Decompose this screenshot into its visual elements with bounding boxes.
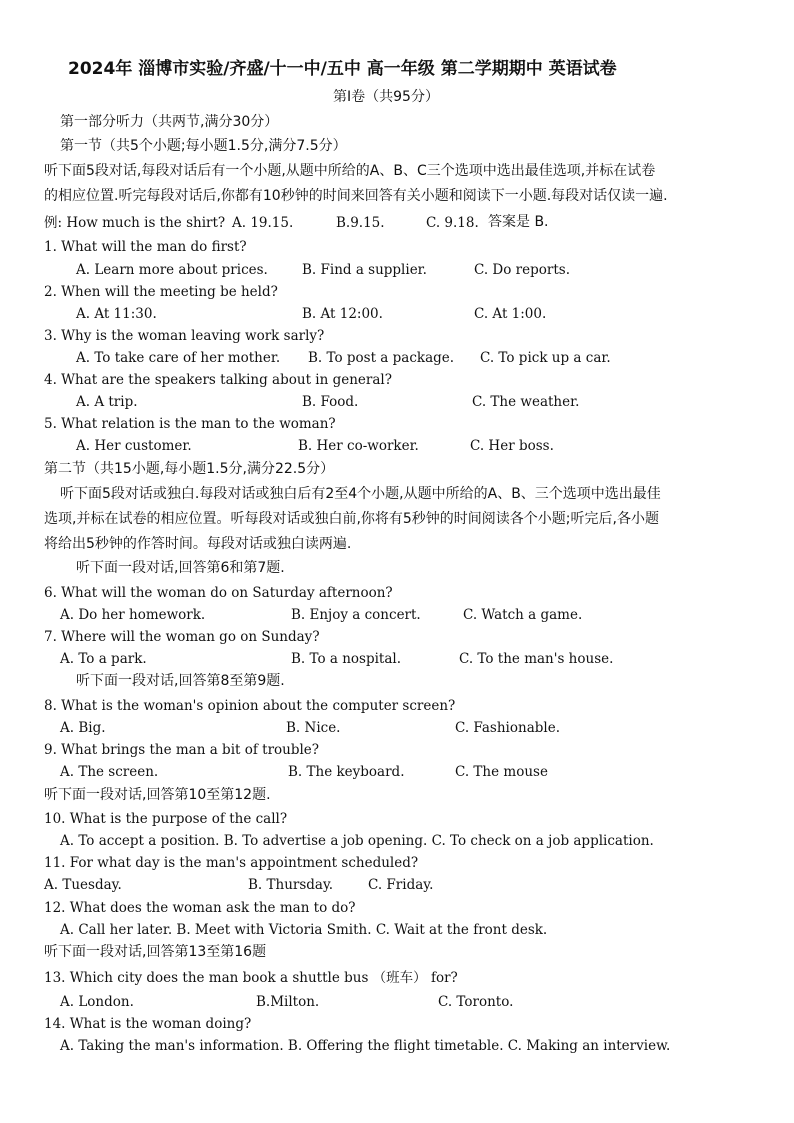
- question-13: 13. Which city does the man book a shuttle bus （班车） for?: [44, 970, 458, 986]
- group1-intro: 听下面一段对话,回答第6和第7题.: [76, 560, 285, 576]
- q4-option-c: C. The weather.: [472, 394, 580, 410]
- section2-instructions-2: 选项,并标在试卷的相应位置。听每段对话或独白前,你将有5秒钟的时间阅读各个小题;听完后,各小题: [44, 511, 659, 527]
- q2-option-b: B. At 12:00.: [302, 306, 383, 322]
- group4-intro: 听下面一段对话,回答第13至第16题: [44, 944, 267, 960]
- volume-subtitle: 第I卷（共95分）: [333, 89, 439, 105]
- q4-option-b: B. Food.: [302, 394, 359, 410]
- question-11: 11. For what day is the man's appointment scheduled?: [44, 855, 419, 871]
- q3-option-c: C. To pick up a car.: [480, 350, 611, 366]
- q5-option-c: C. Her boss.: [470, 438, 554, 454]
- question-10: 10. What is the purpose of the call?: [44, 811, 288, 827]
- example-answer: 答案是 B.: [488, 214, 549, 230]
- q13-option-c: C. Toronto.: [438, 994, 514, 1010]
- section2-instructions-3: 将给出5秒钟的作答时间。每段对话或独白读两遍.: [44, 536, 352, 552]
- question-1: 1. What will the man do first?: [44, 239, 247, 255]
- q6-option-a: A. Do her homework.: [60, 607, 206, 623]
- q1-option-c: C. Do reports.: [474, 262, 570, 278]
- section2-heading: 第二节（共15小题,每小题1.5分,满分22.5分）: [44, 461, 335, 477]
- question-4: 4. What are the speakers talking about in general?: [44, 372, 392, 388]
- q10-options: A. To accept a position. B. To advertise a job opening. C. To check on a job application.: [60, 833, 654, 849]
- question-8: 8. What is the woman's opinion about the computer screen?: [44, 698, 456, 714]
- example-option-b: B.9.15.: [336, 215, 385, 231]
- q7-option-a: A. To a park.: [60, 651, 147, 667]
- q1-option-b: B. Find a supplier.: [302, 262, 427, 278]
- question-3: 3. Why is the woman leaving work sarly?: [44, 328, 325, 344]
- q11-option-a: A. Tuesday.: [44, 877, 122, 893]
- q6-option-b: B. Enjoy a concert.: [291, 607, 421, 623]
- q7-option-c: C. To the man's house.: [459, 651, 614, 667]
- q9-option-b: B. The keyboard.: [288, 764, 405, 780]
- q3-option-a: A. To take care of her mother.: [76, 350, 281, 366]
- question-12: 12. What does the woman ask the man to do?: [44, 900, 356, 916]
- q1-option-a: A. Learn more about prices.: [76, 262, 268, 278]
- q4-option-a: A. A trip.: [76, 394, 138, 410]
- question-5: 5. What relation is the man to the woman?: [44, 416, 336, 432]
- q6-option-c: C. Watch a game.: [463, 607, 583, 623]
- example-option-c: C. 9.18.: [426, 215, 479, 231]
- q13-option-a: A. London.: [60, 994, 134, 1010]
- q5-option-b: B. Her co-worker.: [298, 438, 419, 454]
- q8-option-c: C. Fashionable.: [455, 720, 560, 736]
- q9-option-a: A. The screen.: [60, 764, 159, 780]
- exam-title: 2024年 淄博市实验/齐盛/十一中/五中 高一年级 第二学期期中 英语试卷: [68, 59, 617, 79]
- q8-option-b: B. Nice.: [286, 720, 341, 736]
- q13-option-b: B.Milton.: [256, 994, 320, 1010]
- group2-intro: 听下面一段对话,回答第8至第9题.: [76, 673, 285, 689]
- section2-instructions-1: 听下面5段对话或独白.每段对话或独白后有2至4个小题,从题中所给的A、B、三个选项中选出最佳: [60, 486, 661, 502]
- q2-option-a: A. At 11:30.: [76, 306, 157, 322]
- q9-option-c: C. The mouse: [455, 764, 548, 780]
- part1-heading: 第一部分听力（共两节,满分30分）: [60, 114, 279, 130]
- question-9: 9. What brings the man a bit of trouble?: [44, 742, 320, 758]
- example-question: 例: How much is the shirt?: [44, 215, 226, 231]
- example-option-a: A. 19.15.: [232, 215, 294, 231]
- q5-option-a: A. Her customer.: [76, 438, 192, 454]
- q12-options: A. Call her later. B. Meet with Victoria Smith. C. Wait at the front desk.: [60, 922, 548, 938]
- q11-option-c: C. Friday.: [368, 877, 434, 893]
- section1-instructions-1: 听下面5段对话,每段对话后有一个小题,从题中所给的A、B、C三个选项中选出最佳选项,并标在试卷: [44, 163, 656, 179]
- question-14: 14. What is the woman doing?: [44, 1016, 252, 1032]
- q8-option-a: A. Big.: [60, 720, 106, 736]
- question-2: 2. When will the meeting be held?: [44, 284, 278, 300]
- question-6: 6. What will the woman do on Saturday afternoon?: [44, 585, 393, 601]
- q11-option-b: B. Thursday.: [248, 877, 334, 893]
- question-7: 7. Where will the woman go on Sunday?: [44, 629, 320, 645]
- group3-intro: 听下面一段对话,回答第10至第12题.: [44, 787, 271, 803]
- q2-option-c: C. At 1:00.: [474, 306, 547, 322]
- q3-option-b: B. To post a package.: [308, 350, 455, 366]
- section1-instructions-2: 的相应位置.听完每段对话后,你都有10秒钟的时间来回答有关小题和阅读下一小题.每段对话仅读一遍.: [44, 188, 668, 204]
- section1-heading: 第一节（共5个小题;每小题1.5分,满分7.5分）: [60, 138, 347, 154]
- q14-options: A. Taking the man's information. B. Offering the flight timetable. C. Making an interview.: [60, 1038, 671, 1054]
- q7-option-b: B. To a nospital.: [291, 651, 402, 667]
